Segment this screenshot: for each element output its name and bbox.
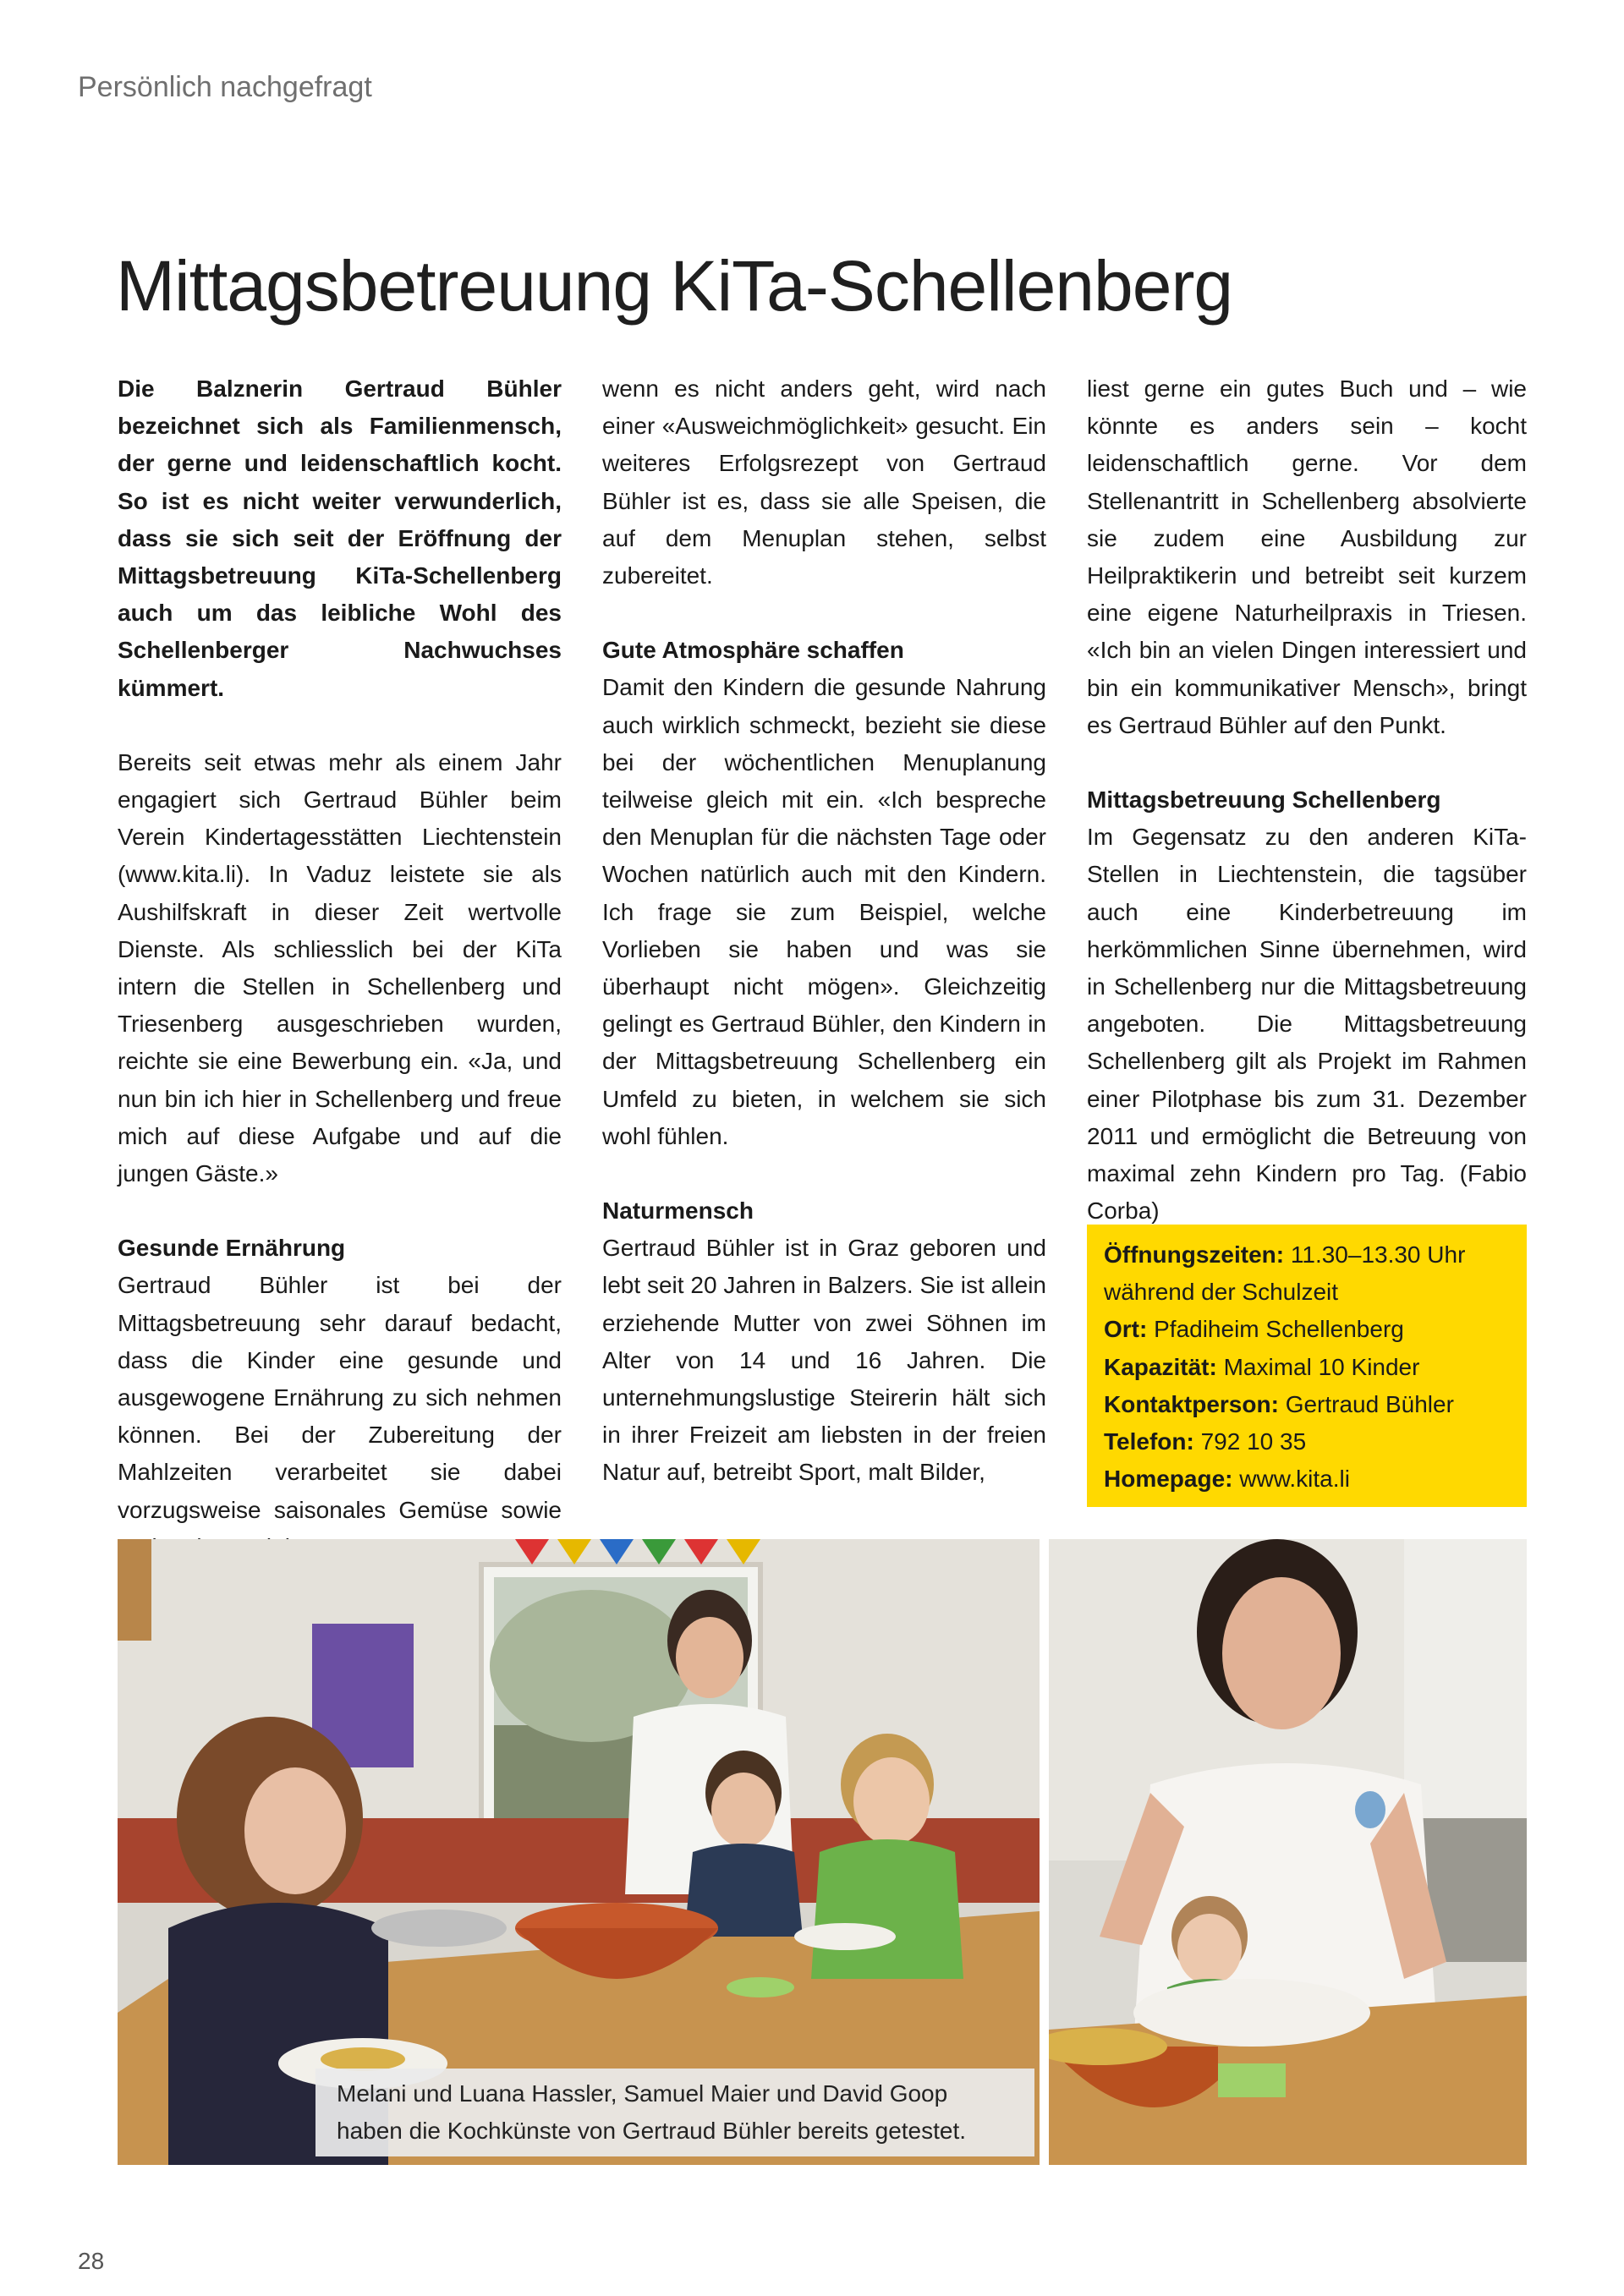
info-value: 11.30–13.30 Uhr <box>1290 1241 1466 1268</box>
info-label: Ort: <box>1104 1316 1148 1343</box>
info-label: Kapazität: <box>1104 1353 1217 1380</box>
body-paragraph: Gertraud Bühler ist bei der Mittagsbetreuung sehr darauf bedacht, dass die Kinder eine gesunde und ausgewogene Ernährung zu sich nehmen können. Bei der Zubereitung der Mahlzeiten verarbeitet sie dabei vorzugsweise saisonales Gemüse sowie <box>118 1272 562 1523</box>
info-label: Öffnungszeiten: <box>1104 1241 1285 1268</box>
subheading-gute-atmosphaere: Gute Atmosphäre schaffen <box>602 637 904 664</box>
info-box <box>1087 1225 1527 1507</box>
info-value[interactable]: www.kita.li <box>1239 1466 1350 1493</box>
info-label: Telefon: <box>1104 1428 1194 1455</box>
subheading-mittagsbetreuung: Mittagsbetreuung Schellenberg <box>1087 786 1441 814</box>
info-homepage <box>1104 1460 1510 1498</box>
info-label: Kontaktperson: <box>1104 1390 1279 1417</box>
info-value: 792 10 35 <box>1200 1428 1307 1455</box>
subheading-naturmensch: Naturmensch <box>602 1197 754 1225</box>
info-opening <box>1104 1236 1510 1274</box>
info-value: Pfadiheim Schellenberg <box>1154 1316 1404 1343</box>
body-paragraph: Im Gegensatz zu den anderen KiTa-Stellen in Liechtenstein, die tagsüber auch eine Kinderbetreuung im herkömmlichen Sinne übernehmen, wird in Schellenberg nur die Mittagsbetreuung angeboten. Die Mittagsbetreuung Schellenberg gilt als Projekt im Rahmen einer Pilotphase bis zum 31. Dezember 2011 und ermöglicht die Betreuung von maximal zehn Kindern pro Tag. (Fabio Corba) <box>1087 824 1527 1225</box>
info-value: Maximal 10 Kinder <box>1223 1353 1420 1380</box>
info-capacity <box>1104 1349 1510 1386</box>
info-phone <box>1104 1423 1510 1460</box>
column-1 <box>118 370 562 1566</box>
info-value: Gertraud Bühler <box>1285 1390 1454 1417</box>
lead-paragraph: Die Balznerin Gertraud Bühler bezeichnet sich als Familienmensch, der gerne und leidenschaftlich kocht. So ist es nicht weiter verwunderlich, dass sie sich seit der Eröffnung der Mittagsbetreuung KiTa-Schellenberg auch um das leibliche Wohl des Schellenberger Nachwuchses kümmert. <box>118 375 562 701</box>
column-2 <box>602 370 1046 1492</box>
info-label: Homepage: <box>1104 1466 1233 1493</box>
article-title: Mittagsbetreuung KiTa-Schellenberg <box>116 246 1233 326</box>
info-contact <box>1104 1386 1510 1423</box>
info-opening-note: während der Schulzeit <box>1104 1279 1339 1306</box>
section-label: Persönlich nachgefragt <box>78 71 372 103</box>
body-paragraph: liest gerne ein gutes Buch und – wie könnte es anders sein – kocht leidenschaftlich gerne. Vor dem Stellenantritt in Schellenberg absolvierte sie zudem eine Ausbildung zur Heilpraktikerin und betreibt seit kurzem eine eigene Naturheilpraxis in Triesen. «Ich bin an vielen Dingen interessiert und bin ein kommunikativer Mensch», bringt es Gertraud Bühler auf den Punkt. <box>1087 375 1527 738</box>
body-paragraph: Damit den Kindern die gesunde Nahrung auch wirklich schmeckt, bezieht sie diese bei der wöchentlichen Menuplanung teilweise gleich mit ein. «Ich bespreche den Menuplan für die nächsten Tage oder Wochen natürlich auch mit den Kindern. Ich frage sie zum Beispiel, welche Vorlieben sie haben und was sie überhaupt nicht mögen». Gleichzeitig gelingt es Gertraud Bühler, den Kindern in der Mittagsbetreuung Schellenberg ein Umfeld zu bieten, in welchem sie sich wohl fühlen. <box>602 674 1046 1149</box>
caption-line: Melani und Luana Hassler, Samuel Maier und David Goop <box>337 2080 948 2107</box>
column-3 <box>1087 370 1527 1230</box>
body-paragraph: wenn es nicht anders geht, wird nach einer «Ausweichmöglichkeit» gesucht. Ein weiteres Erfolgsrezept von Gertraud Bühler ist es, dass sie alle Speisen, die auf dem Menuplan stehen, selbst zubereitet. <box>602 375 1046 589</box>
info-place <box>1104 1311 1510 1348</box>
subheading-gesunde-ernaehrung: Gesunde Ernährung <box>118 1235 346 1262</box>
caption-line: haben die Kochkünste von Gertraud Bühler bereits getestet. <box>337 2118 967 2144</box>
body-paragraph: Bereits seit etwas mehr als einem Jahr engagiert sich Gertraud Bühler beim Verein Kindertagesstätten Liechtenstein (www.kita.li). In Vaduz leistete sie als Aushilfskraft in dieser Zeit wertvolle Dienste. Als schliesslich bei der KiTa intern die Stellen in Schellenberg und Triesenberg ausgeschrieben wurden, reichte sie eine Bewerbung ein. «Ja, und nun bin ich hier in Schellenberg und freue mich auf diese Aufgabe und auf die jungen Gäste.» <box>118 748 562 1187</box>
photo-woman-serving <box>1049 1539 1527 2165</box>
body-paragraph: Gertraud Bühler ist in Graz geboren und lebt seit 20 Jahren in Balzers. Sie ist allein erziehende Mutter von zwei Söhnen im Alter von 14 und 16 Jahren. Die unternehmungslustige Steirerin hält sich in ihrer Freizeit am liebsten in der freien Natur auf, betreibt Sport, malt Bilder, <box>602 1235 1046 1486</box>
page-number: 28 <box>78 2248 105 2274</box>
photo-caption <box>315 2069 1034 2156</box>
